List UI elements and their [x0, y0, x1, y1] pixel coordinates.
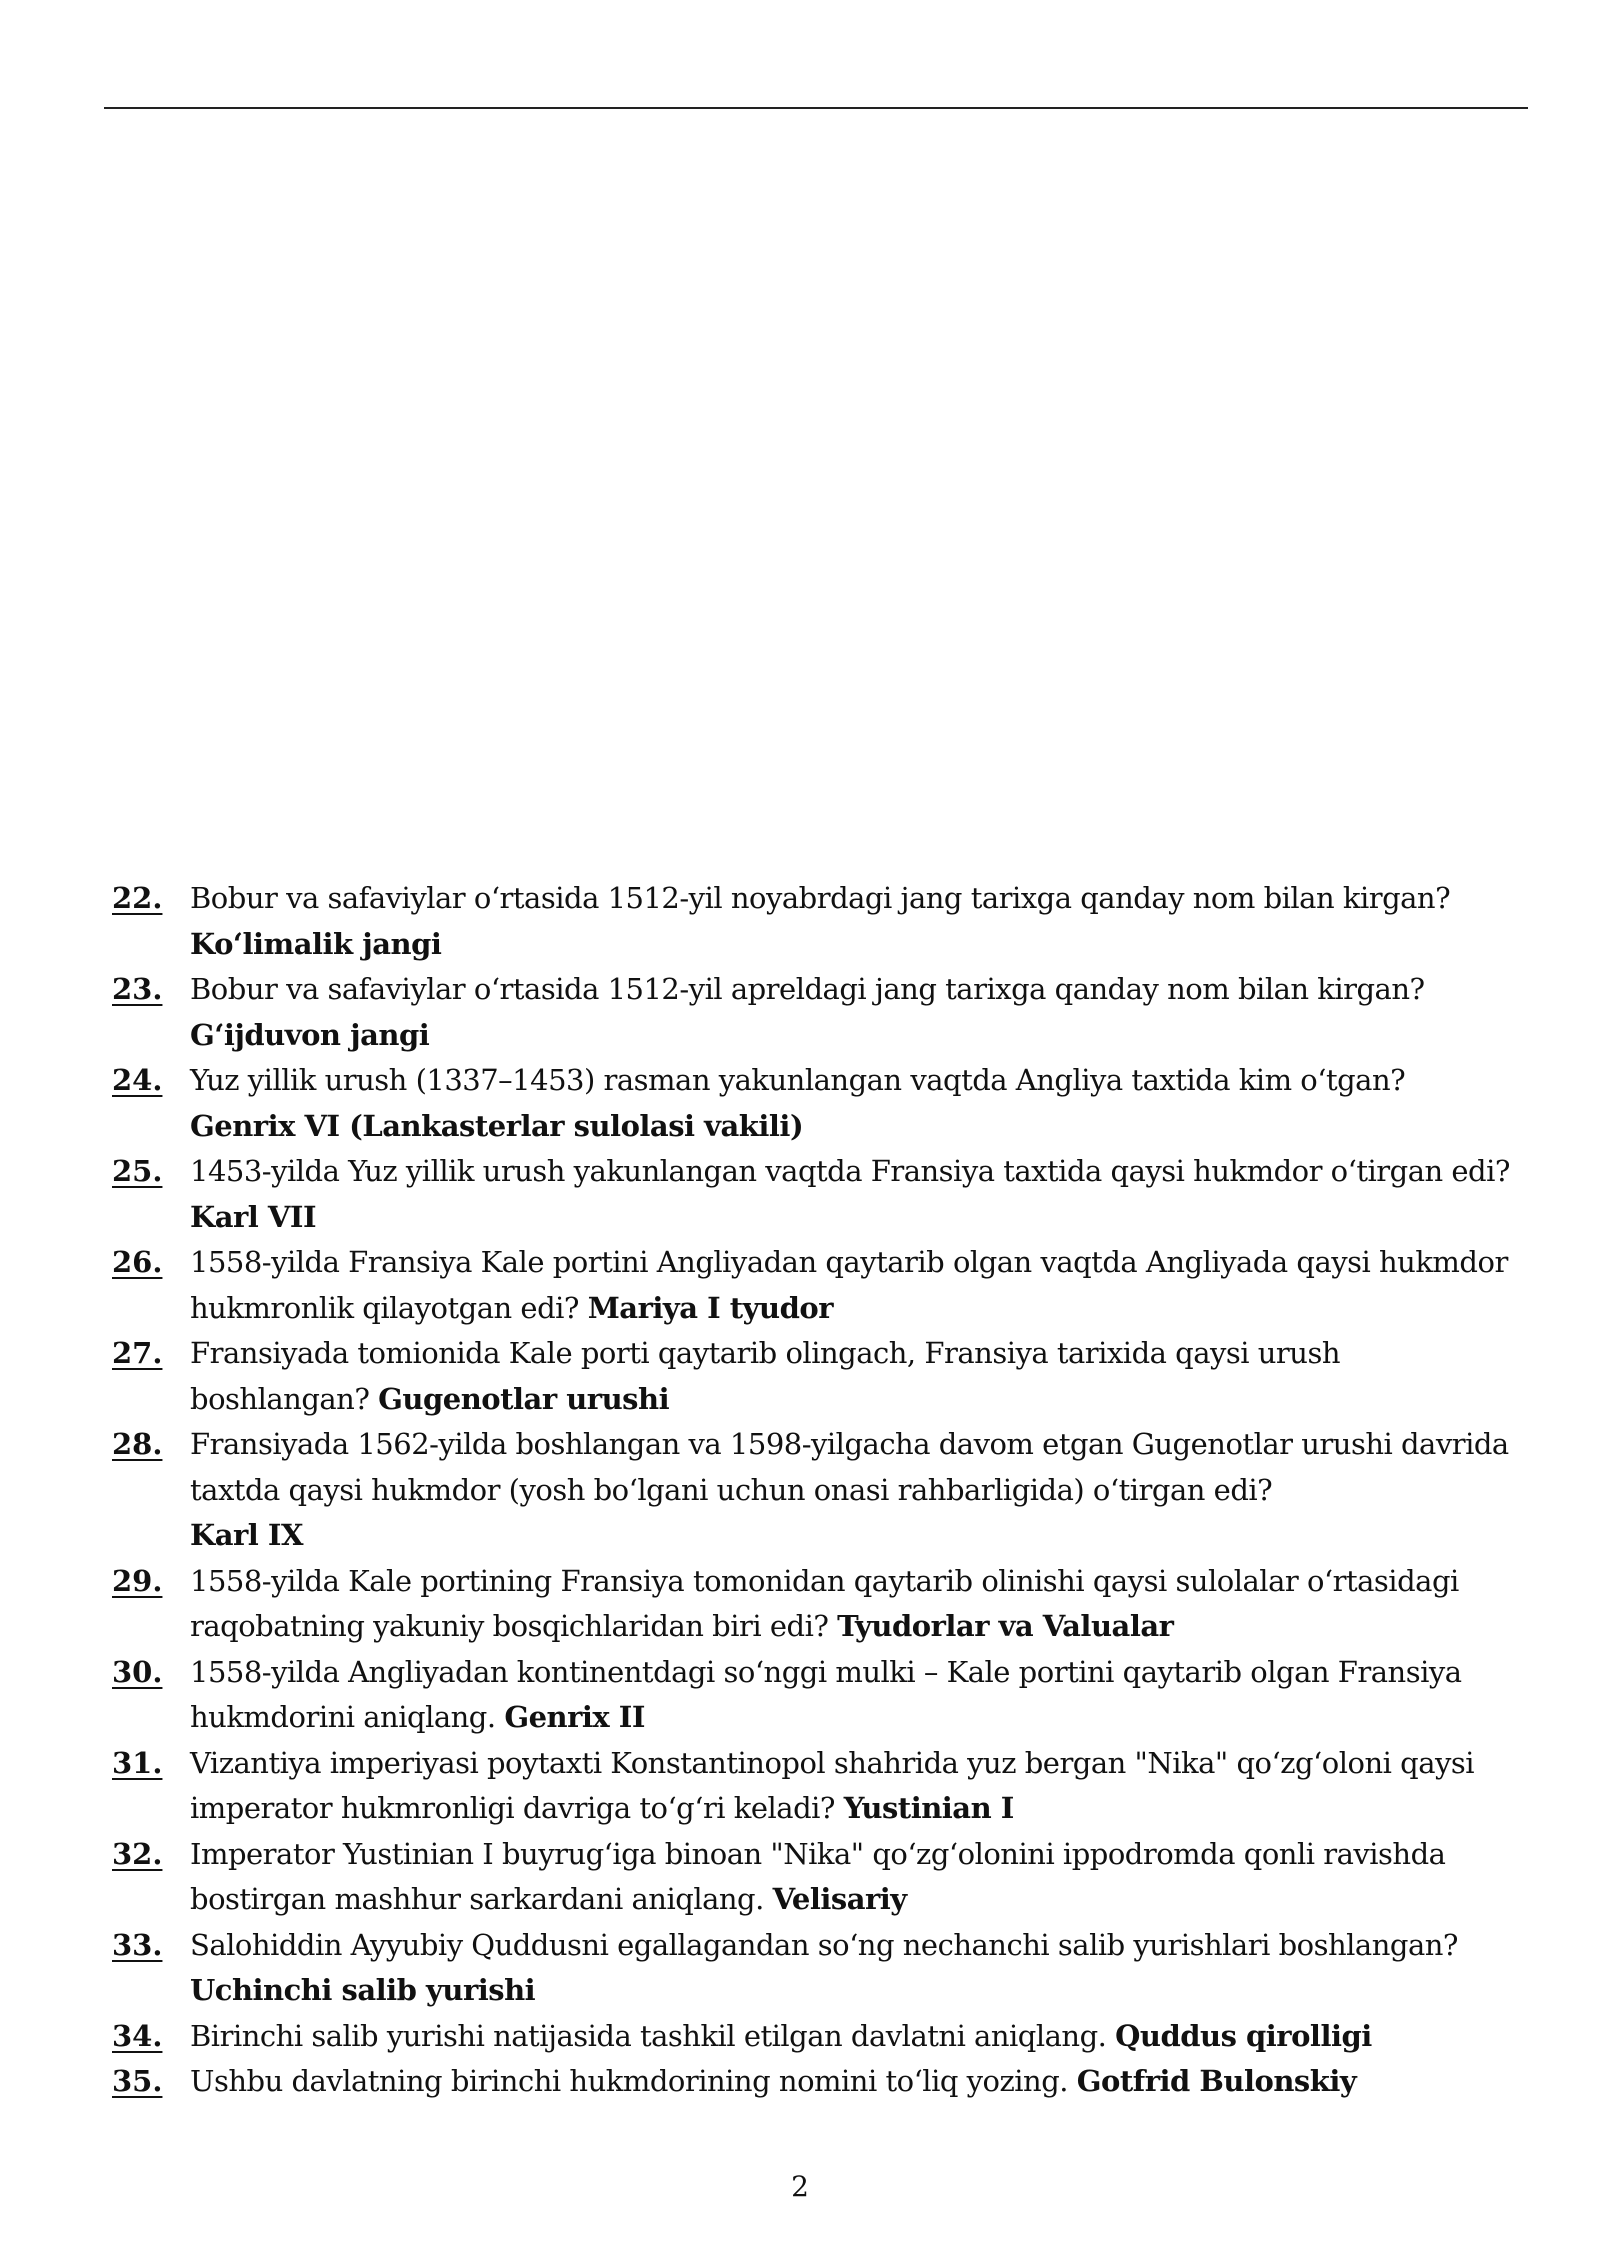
question-number	[112, 1559, 190, 1605]
question-number-label: 35.	[112, 2064, 163, 2098]
question-text: Bobur va safaviylar o‘rtasida 1512-yil apreldagi jang tarixga qanday nom bilan kirgan?	[190, 972, 1425, 1006]
answer-text: Quddus qirolligi	[1115, 2018, 1372, 2053]
question-text: 1558-yilda Angliyadan kontinentdagi so‘nggi mulki – Kale portini qaytarib olgan Fransiya hukmdorini aniqlang.	[190, 1654, 1462, 1734]
question-text: 1558-yilda Fransiya Kale portini Angliyadan qaytarib olgan vaqtda Angliyada qaysi hukmdor hukmronlik qilayotgan edi?	[190, 1245, 1508, 1325]
question-item	[112, 967, 1512, 1058]
question-body	[190, 1240, 1512, 1331]
page-number: 2	[791, 2170, 809, 2203]
question-body	[190, 1741, 1512, 1832]
question-body	[190, 1650, 1512, 1741]
question-body	[190, 2014, 1512, 2060]
answer-text: Karl VII	[190, 1199, 317, 1234]
question-number-label: 31.	[112, 1745, 163, 1780]
question-number-label: 29.	[112, 1563, 163, 1598]
question-number-label: 27.	[112, 1336, 163, 1370]
question-body	[190, 1058, 1512, 1149]
question-number-label: 23.	[112, 972, 163, 1006]
question-item	[112, 1149, 1512, 1240]
question-number	[112, 1149, 190, 1195]
question-number	[112, 1923, 190, 1969]
question-number	[112, 2014, 190, 2060]
answer-text: G‘ijduvon jangi	[190, 1017, 430, 1052]
question-item	[112, 2059, 1512, 2105]
question-number-label: 24.	[112, 1063, 163, 1097]
question-item	[112, 1422, 1512, 1559]
question-text: Fransiyada 1562-yilda boshlangan va 1598-yilgacha davom etgan Gugenotlar urushi davrida taxtda qaysi hukmdor (yosh bo‘lgani uchun onasi rahbarligida) o‘tirgan edi?	[190, 1427, 1509, 1507]
question-body	[190, 2059, 1512, 2105]
answer-text: Tyudorlar va Valualar	[837, 1609, 1174, 1643]
question-body	[190, 1149, 1512, 1240]
header-rule	[104, 107, 1528, 109]
question-text: Bobur va safaviylar o‘rtasida 1512-yil noyabrdagi jang tarixga qanday nom bilan kirgan?	[190, 881, 1451, 915]
question-text: Ushbu davlatning birinchi hukmdorining nomini to‘liq yozing.	[190, 2064, 1068, 2098]
question-number-label: 22.	[112, 881, 163, 915]
answer-text: Genrix II	[504, 1700, 645, 1734]
answer-text: Genrix VI (Lankasterlar sulolasi vakili)	[190, 1108, 804, 1143]
question-number-label: 26.	[112, 1245, 163, 1279]
question-number	[112, 2059, 190, 2105]
question-list	[112, 876, 1512, 2105]
question-number-label: 34.	[112, 2018, 163, 2053]
question-text: 1558-yilda Kale portining Fransiya tomonidan qaytarib olinishi qaysi sulolalar o‘rtasidagi raqobatning yakuniy bosqichlaridan biri edi?	[190, 1563, 1459, 1643]
question-item	[112, 1331, 1512, 1422]
question-number	[112, 1240, 190, 1286]
question-item	[112, 1058, 1512, 1149]
question-number-label: 28.	[112, 1427, 163, 1461]
question-body	[190, 1422, 1512, 1559]
question-item	[112, 1650, 1512, 1741]
answer-text: Uchinchi salib yurishi	[190, 1973, 536, 2007]
question-body	[190, 1832, 1512, 1923]
answer-text: Mariya I tyudor	[587, 1290, 834, 1325]
question-number	[112, 1422, 190, 1468]
question-item	[112, 1741, 1512, 1832]
question-item	[112, 876, 1512, 967]
question-text: Imperator Yustinian I buyrug‘iga binoan "Nika" qo‘zg‘olonini ippodromda qonli ravishda bostirgan mashhur sarkardani aniqlang.	[190, 1836, 1446, 1916]
question-item	[112, 1240, 1512, 1331]
question-text: Birinchi salib yurishi natijasida tashkil etilgan davlatni aniqlang.	[190, 2018, 1107, 2053]
question-item	[112, 2014, 1512, 2060]
question-number-label: 32.	[112, 1836, 163, 1871]
question-number-label: 30.	[112, 1654, 163, 1689]
question-number	[112, 1331, 190, 1377]
question-item	[112, 1832, 1512, 1923]
question-number-label: 25.	[112, 1154, 163, 1188]
question-number	[112, 876, 190, 922]
question-number	[112, 1650, 190, 1696]
question-text: Yuz yillik urush (1337–1453) rasman yakunlangan vaqtda Angliya taxtida kim o‘tgan?	[190, 1063, 1406, 1097]
answer-text: Gugenotlar urushi	[378, 1381, 670, 1416]
question-item	[112, 1923, 1512, 2014]
question-number-label: 33.	[112, 1927, 163, 1962]
question-number	[112, 967, 190, 1013]
question-body	[190, 1559, 1512, 1650]
question-text: Fransiyada tomionida Kale porti qaytarib olingach, Fransiya tarixida qaysi urush boshlangan?	[190, 1336, 1341, 1416]
question-text: 1453-yilda Yuz yillik urush yakunlangan vaqtda Fransiya taxtida qaysi hukmdor o‘tirgan edi?	[190, 1154, 1510, 1188]
answer-text: Karl IX	[190, 1518, 303, 1552]
question-body	[190, 876, 1512, 967]
question-body	[190, 967, 1512, 1058]
question-number	[112, 1832, 190, 1878]
answer-text: Ko‘limalik jangi	[190, 926, 442, 961]
question-item	[112, 1559, 1512, 1650]
question-number	[112, 1741, 190, 1787]
answer-text: Yustinian I	[843, 1791, 1014, 1825]
question-body	[190, 1923, 1512, 2014]
question-text: Vizantiya imperiyasi poytaxti Konstantinopol shahrida yuz bergan "Nika" qo‘zg‘oloni qaysi imperator hukmronligi davriga to‘g‘ri keladi?	[190, 1745, 1475, 1825]
answer-text: Gotfrid Bulonskiy	[1076, 2064, 1357, 2098]
answer-text: Velisariy	[772, 1882, 907, 1916]
question-number	[112, 1058, 190, 1104]
question-body	[190, 1331, 1512, 1422]
question-text: Salohiddin Ayyubiy Quddusni egallagandan so‘ng nechanchi salib yurishlari boshlangan?	[190, 1927, 1458, 1962]
